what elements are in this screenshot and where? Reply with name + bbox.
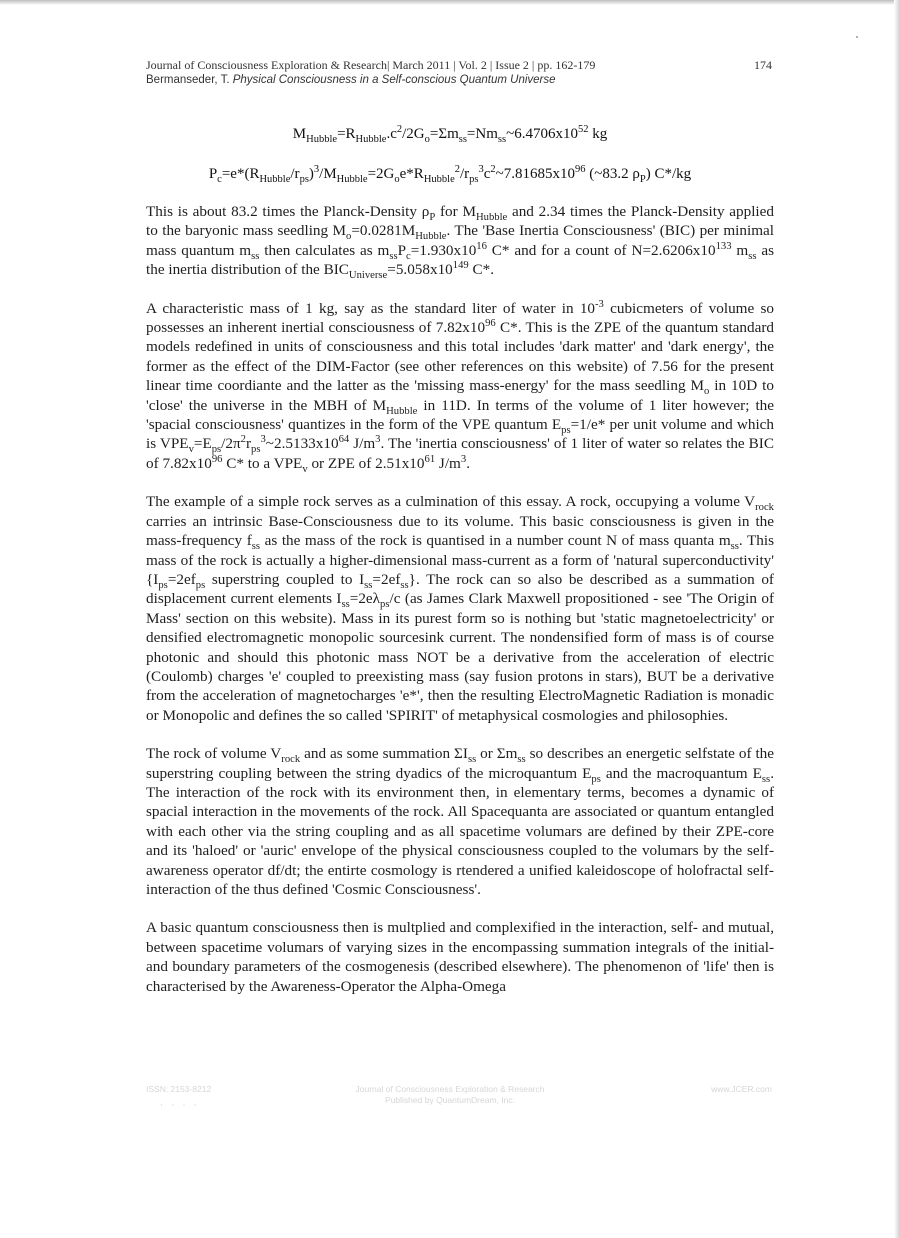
author-name: Bermanseder, T. — [146, 74, 230, 86]
page-header — [146, 58, 772, 88]
paragraph-rock-example: The example of a simple rock serves as a culmination of this essay. A rock, occupying a volume $V_{rock}$ carries an intrinsic Base-Consciousness due to its volume. This basic consciousness is given in the mass-frequency $f_{ss}$ as the mass of the rock is quantised in a number count N of mass quanta $m_{ss}$. This mass of the rock is actually a higher-dimensional mass-current as a form of 'natural superconductivity' {$I_{ps}=2ef_{ps}$ superstring coupled to $I_{ss}=2ef_{ss}$}. The rock can so also be described as a summation of displacement current elements $I_{ss}=2e\lambda_{ps}/c$ (as James Clark Maxwell propositioned - see 'The Origin of Mass' section on this website). Mass in its purest form so is nothing but 'static magnetoelectricity' or densified electromagnetic monopolic sourcesink current. The nondensified form of mass is of course photonic and should this photonic mass NOT be a derivative from the acceleration of electric (Coulomb) charges 'e' coupled to preexisting mass (say fusion protons in stars), BUT be a derivative from the acceleration of magnetocharges 'e*', then the resulting ElectroMagnetic Radiation is monadic or Monopolic and defines the so called 'SPIRIT' of metaphysical cosmologies and philosophies. — [146, 493, 775, 724]
equation-consciousness-density: $P_c=e*(R_{Hubble}/r_{ps})^3/M_{Hubble}=2G_oe*R_{Hubble}^2/r_{ps}^3c^2\sim 7.81685x10^{96}$ (~83.2 $\rho_P$) C*/kg — [208, 164, 692, 185]
journal-citation: Journal of Consciousness Exploration & Research| March 2011 | Vol. 2 | Issue 2 | pp. 162-179 — [146, 58, 596, 72]
scan-edge-right — [894, 0, 900, 1238]
footer-url: www.JCER.com — [711, 1084, 772, 1094]
article-title: Physical Consciousness in a Self-conscious Quantum Universe — [232, 74, 556, 86]
scan-specks: · · · · — [160, 1100, 200, 1110]
footer-publisher: Published by QuantumDream, Inc. — [385, 1095, 515, 1105]
paragraph-liter-of-water: A characteristic mass of 1 kg, say as the standard liter of water in $10^{-3}$ cubicmeters of volume so possesses an inherent inertial consciousness of $7.82x10^{96}$ C*. This is the ZPE of the quantum standard models redefined in units of consciousness and this total includes 'dark matter' and 'dark energy', the former as the effect of the DIM-Factor (see other references on this website) of 7.56 for the present linear time coordiante and the latter as the 'missing mass-energy' for the mass seedling $M_o$ in 10D to 'close' the universe in the MBH of $M_{Hubble}$ in 11D. In terms of the volume of 1 liter however; the 'spacial consciousness' quantizes in the form of the VPE quantum $E_{ps}=1/e*$ per unit volume and which is $VPE_v=E_{ps}/2\pi^2r_{ps}^3\sim 2.5133x10^{64}$ $J/m^3$. The 'inertia consciousness' of 1 liter of water so relates the BIC of $7.82x10^{96}$ C* to a $VPE_v$ or ZPE of $2.51x10^{61}$ $J/m^3$. — [146, 298, 775, 475]
page-number: 174 — [754, 58, 772, 72]
paragraph-cosmic-consciousness: The rock of volume $V_{rock}$ and as some summation $\Sigma I_{ss}$ or $\Sigma m_{ss}$ so describes an energetic selfstate of the superstring coupling between the string dyadics of the microquantum $E_{ps}$ and the macroquantum $E_{ss}$. The interaction of the rock with its environment then, in elementary terms, becomes a dynamic of spacial interaction in the movements of the rock. All Spacequanta are associated or quantum entangled with each other via the string coupling and as all spacetime volumars are defined by their ZPE-core and its 'haloed' or 'auric' envelope of the physical consciousness coupled to the volumars by the self-awareness operator df/dt; the entirte cosmology is rtendered a unified kaleidoscope of holofractal self-interaction of the thus defined 'Cosmic Consciousness'. — [146, 745, 774, 898]
article-body — [146, 202, 774, 1015]
footer-journal: Journal of Consciousness Exploration & Research — [355, 1084, 545, 1094]
paragraph-planck-density: This is about 83.2 times the Planck-Density $\rho_P$ for $M_{Hubble}$ and 2.34 times the Planck-Density applied to the baryonic mass seedling $M_o=0.0281M_{Hubble}$. The 'Base Inertia Consciousness' (BIC) per minimal mass quantum $m_{ss}$ then calculates as $m_{ss}P_c=1.930x10^{16}$ C* and for a count of $N=2.6206x10^{133}$ $m_{ss}$ as the inertia distribution of the $BIC_{Universe}=5.058x10^{149}$ C*. — [146, 203, 775, 282]
footer-issn: ISSN: 2153-8212 — [146, 1084, 212, 1094]
scan-edge-top — [0, 0, 900, 5]
page-footer — [0, 1084, 900, 1124]
equation-mass-hubble: $M_{Hubble}=R_{Hubble}.c^2/2G_o=\Sigma m_{ss}=Nm_{ss}\sim 6.4706x10^{52}$ kg — [292, 124, 608, 145]
paragraph-quantum-life: A basic quantum consciousness then is multplied and complexified in the interaction, self- and mutual, between spacetime volumars of varying sizes in the encompassing summation integrals of the initial- and boundary parameters of the cosmogenesis (described elsewhere). The phenomenon of 'life' then is characterised by the Awareness-Operator the Alpha-Omega — [146, 919, 774, 995]
author-line — [146, 73, 772, 88]
scan-speck — [856, 36, 858, 38]
